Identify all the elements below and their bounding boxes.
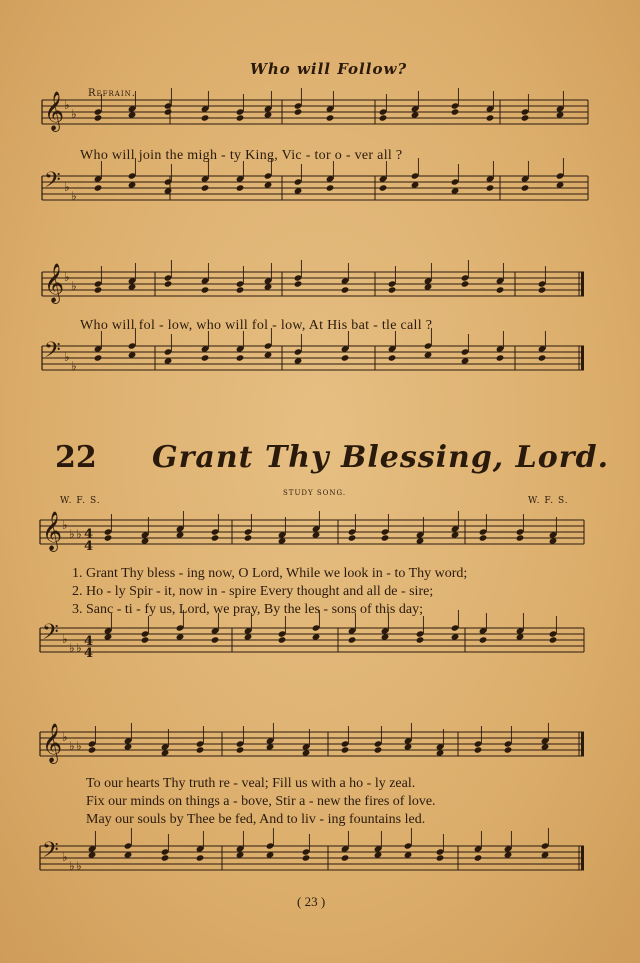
flat-icon: ♭: [76, 859, 82, 873]
note-head: [416, 636, 425, 643]
flat-icon: ♭: [76, 641, 82, 655]
flat-icon: ♭: [76, 739, 82, 753]
note-head: [381, 534, 390, 541]
treble-clef-icon: 𝄞: [44, 263, 65, 303]
note-head: [201, 114, 210, 121]
flat-icon: ♭: [69, 641, 75, 655]
note-head: [211, 534, 220, 541]
verse-1-line-1: 1. Grant Thy bless - ing now, O Lord, While we look in - to Thy word;: [72, 566, 468, 581]
flat-icon: ♭: [64, 350, 70, 364]
note-head: [474, 746, 483, 753]
treble-clef-icon: 𝄞: [44, 91, 65, 131]
time-signature: 4: [84, 539, 94, 554]
verse-2-line-2: Fix our minds on things a - bove, Stir a - new the fires of love.: [86, 794, 436, 809]
note-head: [341, 286, 350, 293]
note-head: [94, 286, 103, 293]
flat-icon: ♭: [71, 279, 77, 293]
note-head: [94, 184, 103, 191]
note-head: [516, 534, 525, 541]
note-head: [196, 746, 205, 753]
note-head: [496, 286, 505, 293]
note-head: [88, 746, 97, 753]
final-barline-thick: [581, 272, 584, 296]
lyrics-line-2: Who will fol - low, who will fol - low, At His bat - tle call ?: [80, 318, 433, 333]
note-head: [104, 534, 113, 541]
note-head: [348, 534, 357, 541]
final-barline-thick: [581, 846, 584, 870]
flat-icon: ♭: [71, 107, 77, 121]
note-head: [196, 854, 205, 861]
note-head: [294, 108, 303, 115]
composer-left: W. F. S.: [60, 496, 101, 506]
note-head: [388, 286, 397, 293]
note-head: [461, 280, 470, 287]
note-head: [379, 114, 388, 121]
note-head: [94, 114, 103, 121]
note-head: [326, 184, 335, 191]
flat-icon: ♭: [69, 739, 75, 753]
note-head: [538, 286, 547, 293]
note-head: [164, 280, 173, 287]
verse-1-line-2: To our hearts Thy truth re - veal; Fill us with a ho - ly zeal.: [86, 776, 416, 791]
flat-icon: ♭: [71, 189, 77, 203]
note-head: [504, 746, 513, 753]
note-head: [374, 746, 383, 753]
flat-icon: ♭: [69, 527, 75, 541]
note-head: [521, 114, 530, 121]
page-number: ( 23 ): [297, 894, 326, 909]
note-head: [479, 534, 488, 541]
note-head: [549, 636, 558, 643]
note-head: [164, 108, 173, 115]
note-head: [236, 354, 245, 361]
note-head: [388, 354, 397, 361]
hymn-title-21: Who will Follow?: [250, 60, 408, 78]
note-head: [348, 636, 357, 643]
note-head: [379, 184, 388, 191]
note-head: [451, 108, 460, 115]
flat-icon: ♭: [64, 180, 70, 194]
composer-right: W. F. S.: [528, 496, 569, 506]
time-signature: 4: [84, 634, 94, 649]
flat-icon: ♭: [62, 730, 68, 744]
flat-icon: ♭: [62, 850, 68, 864]
note-head: [236, 746, 245, 753]
note-head: [244, 534, 253, 541]
note-head: [161, 854, 170, 861]
flat-icon: ♭: [64, 98, 70, 112]
bass-clef-icon: 𝄢: [42, 838, 59, 868]
verse-2-line-1: 2. Ho - ly Spir - it, now in - spire Every thought and all de - sire;: [72, 584, 434, 599]
bass-clef-icon: 𝄢: [44, 168, 61, 198]
refrain-label: Refrain.: [88, 88, 136, 99]
treble-clef-icon: 𝄞: [42, 723, 63, 763]
flat-icon: ♭: [62, 632, 68, 646]
bass-clef-icon: 𝄢: [44, 338, 61, 368]
note-head: [211, 636, 220, 643]
note-head: [201, 286, 210, 293]
flat-icon: ♭: [64, 270, 70, 284]
note-head: [326, 114, 335, 121]
note-head: [294, 280, 303, 287]
verse-3-line-1: 3. Sanc - ti - fy us, Lord, we pray, By the les - sons of this day;: [72, 602, 423, 617]
note-head: [341, 354, 350, 361]
treble-clef-icon: 𝄞: [42, 511, 63, 551]
note-head: [302, 854, 311, 861]
hymn-title-22: Grant Thy Blessing, Lord.: [152, 440, 610, 475]
note-head: [236, 184, 245, 191]
note-head: [94, 354, 103, 361]
note-head: [141, 636, 150, 643]
note-head: [496, 354, 505, 361]
note-head: [436, 854, 445, 861]
time-signature: 4: [84, 527, 94, 542]
bass-clef-icon: 𝄢: [42, 620, 59, 650]
final-barline-thick: [581, 346, 584, 370]
flat-icon: ♭: [62, 518, 68, 532]
note-head: [486, 184, 495, 191]
final-barline-thick: [581, 732, 584, 756]
note-head: [341, 854, 350, 861]
flat-icon: ♭: [76, 527, 82, 541]
time-signature: 4: [84, 646, 94, 661]
verse-3-line-2: May our souls by Thee be fed, And to liv - ing fountains led.: [86, 812, 426, 827]
note-head: [486, 114, 495, 121]
lyrics-line-1: Who will join the migh - ty King, Vic - tor o - ver all ?: [80, 148, 403, 163]
note-head: [341, 746, 350, 753]
hymn-number: 22: [55, 440, 97, 475]
note-head: [538, 354, 547, 361]
flat-icon: ♭: [69, 859, 75, 873]
hymn-subtitle: STUDY SONG.: [283, 489, 347, 497]
flat-icon: ♭: [71, 359, 77, 373]
note-head: [521, 184, 530, 191]
note-head: [474, 854, 483, 861]
note-head: [278, 636, 287, 643]
note-head: [479, 636, 488, 643]
note-head: [201, 184, 210, 191]
note-head: [236, 114, 245, 121]
note-head: [236, 286, 245, 293]
note-head: [201, 354, 210, 361]
